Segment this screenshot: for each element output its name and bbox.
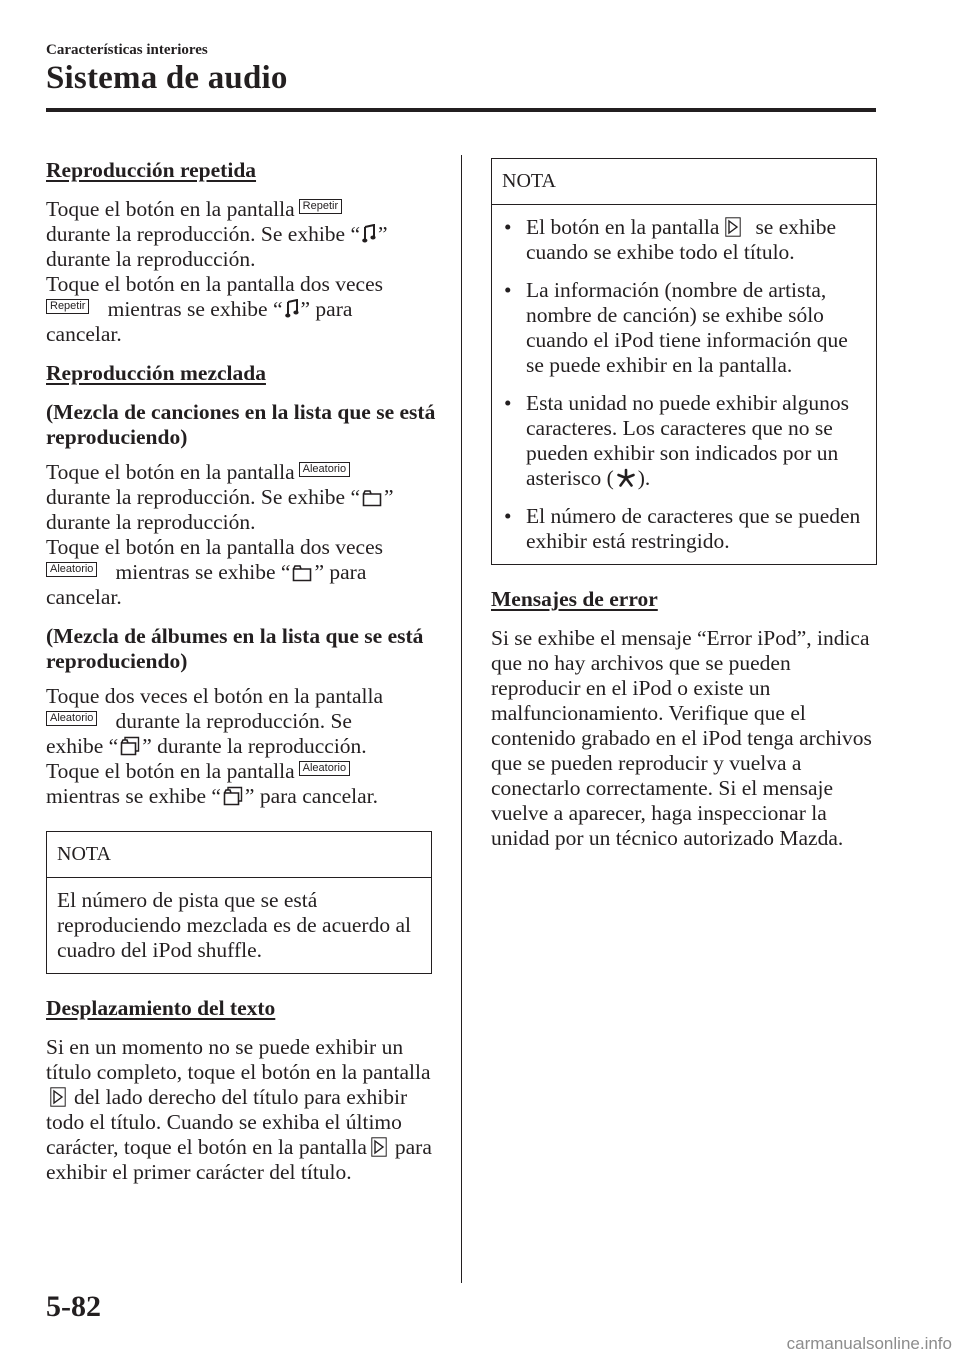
scroll-heading: Desplazamiento del texto (46, 996, 276, 1020)
text: ” para (314, 560, 367, 584)
bullet-text: La información (nombre de artista, nombre de canción) se exhibe sólo cuando el iPod tiene información que se puede exhibir en la pantalla. (526, 278, 848, 377)
text: en la pantalla (252, 1135, 367, 1159)
text: ” (384, 485, 394, 509)
note-bullet (502, 278, 866, 378)
text: Toque el botón en la pantalla (46, 460, 295, 484)
note-title: NOTA (47, 832, 431, 878)
note-bullets (492, 205, 876, 564)
note-title: NOTA (492, 159, 876, 205)
bullet-text (526, 391, 866, 491)
note-text: El número de pista que se está reproduciendo mezclada es de acuerdo al cuadro del iPod shuffle. (57, 888, 411, 962)
text: Toque dos veces el botón en la pantalla (46, 684, 384, 708)
note-bullet (502, 504, 866, 554)
text: se exhibe cuando se exhibe todo el título. (526, 215, 837, 264)
text: Si en un momento no se puede exhibir un título completo, toque el botón en la (46, 1035, 404, 1084)
text: Toque el botón en la pantalla (46, 759, 295, 783)
note-bullet (502, 391, 866, 491)
shuffle-albums-paragraph (46, 684, 436, 809)
text: para exhibir el primer carácter del título. (46, 1135, 432, 1184)
text: ” para (300, 297, 353, 321)
text: del lado derecho del título para exhibir todo el título. Cuando se exhiba el último carácter, toque el botón (46, 1085, 408, 1159)
error-heading: Mensajes de error (491, 587, 658, 611)
folder-stack-icon (223, 786, 243, 806)
shuffle-songs-paragraph (46, 460, 436, 610)
music-note-icon (285, 299, 299, 319)
text: cancelar. (46, 585, 122, 609)
scroll-right-icon (371, 1137, 387, 1157)
text: durante la reproducción. Se (115, 709, 352, 733)
text: pantalla (362, 1060, 431, 1084)
scroll-right-icon (50, 1087, 66, 1107)
text: mientras se exhibe “ (107, 297, 283, 321)
asterisk-icon (616, 468, 636, 488)
text: Toque el botón en la pantalla dos veces (46, 535, 384, 559)
text: ” para cancelar. (244, 784, 378, 808)
error-paragraph: Si se exhibe el mensaje “Error iPod”, indica que no hay archivos que se pueden reproducir en el iPod o existe un malfuncionamiento. Verifique que el contenido grabado en el iPod tenga archivos que se pueden reproducir y vuelva a conectarlo correctamente. Si el mensaje vuelve a aparecer, haga inspeccionar la unidad por un técnico autorizado Mazda. (491, 626, 872, 850)
scroll-right-icon (725, 217, 741, 237)
text: ). (637, 466, 651, 490)
music-note-icon (362, 224, 376, 244)
bullet-dot: • (504, 215, 512, 239)
text: Esta unidad no puede exhibir algunos caracteres. Los caracteres que no se pueden exhibir son indicados por un asterisco ( (526, 391, 850, 490)
shuffle-button-label: Aleatorio (299, 462, 350, 477)
text: durante la reproducción. (46, 510, 256, 534)
scroll-paragraph (46, 1035, 436, 1185)
text: Toque el botón en la pantalla dos veces (46, 272, 384, 296)
page-title: Sistema de audio (46, 60, 288, 96)
repeat-heading: Reproducción repetida (46, 158, 257, 182)
text: Toque el botón en la pantalla (46, 197, 295, 221)
watermark: carmanualsonline.info (786, 1334, 952, 1353)
repeat-button-label: Repetir (46, 299, 89, 314)
column-divider (461, 155, 462, 1283)
bullet-dot: • (504, 278, 512, 302)
shuffle-button-label: Aleatorio (299, 761, 350, 776)
folder-stack-icon (120, 736, 140, 756)
note-bullet (502, 215, 866, 265)
bullet-text (526, 215, 866, 265)
bullet-dot: • (504, 504, 512, 528)
section-label: Características interiores (46, 42, 208, 58)
text: durante la reproducción. Se exhibe “ (46, 222, 361, 246)
folder-icon (362, 489, 382, 507)
text: exhibe “ (46, 734, 119, 758)
text: durante la reproducción. Se exhibe “ (46, 485, 361, 509)
shuffle-button-label: Aleatorio (46, 562, 97, 577)
note-box-info (491, 158, 877, 565)
text: El botón en la pantalla (526, 215, 720, 239)
text: ” (378, 222, 388, 246)
repeat-button-label: Repetir (299, 199, 342, 214)
bullet-dot: • (504, 391, 512, 415)
repeat-paragraph-1 (46, 197, 436, 347)
text: ” durante la reproducción. (142, 734, 367, 758)
text: cancelar. (46, 322, 122, 346)
shuffle-albums-subheading: (Mezcla de álbumes en la lista que se está reproduciendo) (46, 624, 424, 673)
shuffle-button-label: Aleatorio (46, 711, 97, 726)
right-column (491, 158, 877, 851)
text: mientras se exhibe “ (115, 560, 291, 584)
page-number: 5-82 (46, 1290, 101, 1323)
folder-icon (292, 564, 312, 582)
header-rule (46, 108, 876, 112)
shuffle-songs-subheading: (Mezcla de canciones en la lista que se está reproduciendo) (46, 400, 436, 449)
text: durante la reproducción. (46, 247, 256, 271)
shuffle-heading: Reproducción mezclada (46, 361, 266, 385)
note-box-shuffle (46, 831, 432, 974)
text: mientras se exhibe “ (46, 784, 221, 808)
bullet-text: El número de caracteres que se pueden exhibir está restringido. (526, 504, 861, 553)
left-column (46, 158, 436, 1185)
